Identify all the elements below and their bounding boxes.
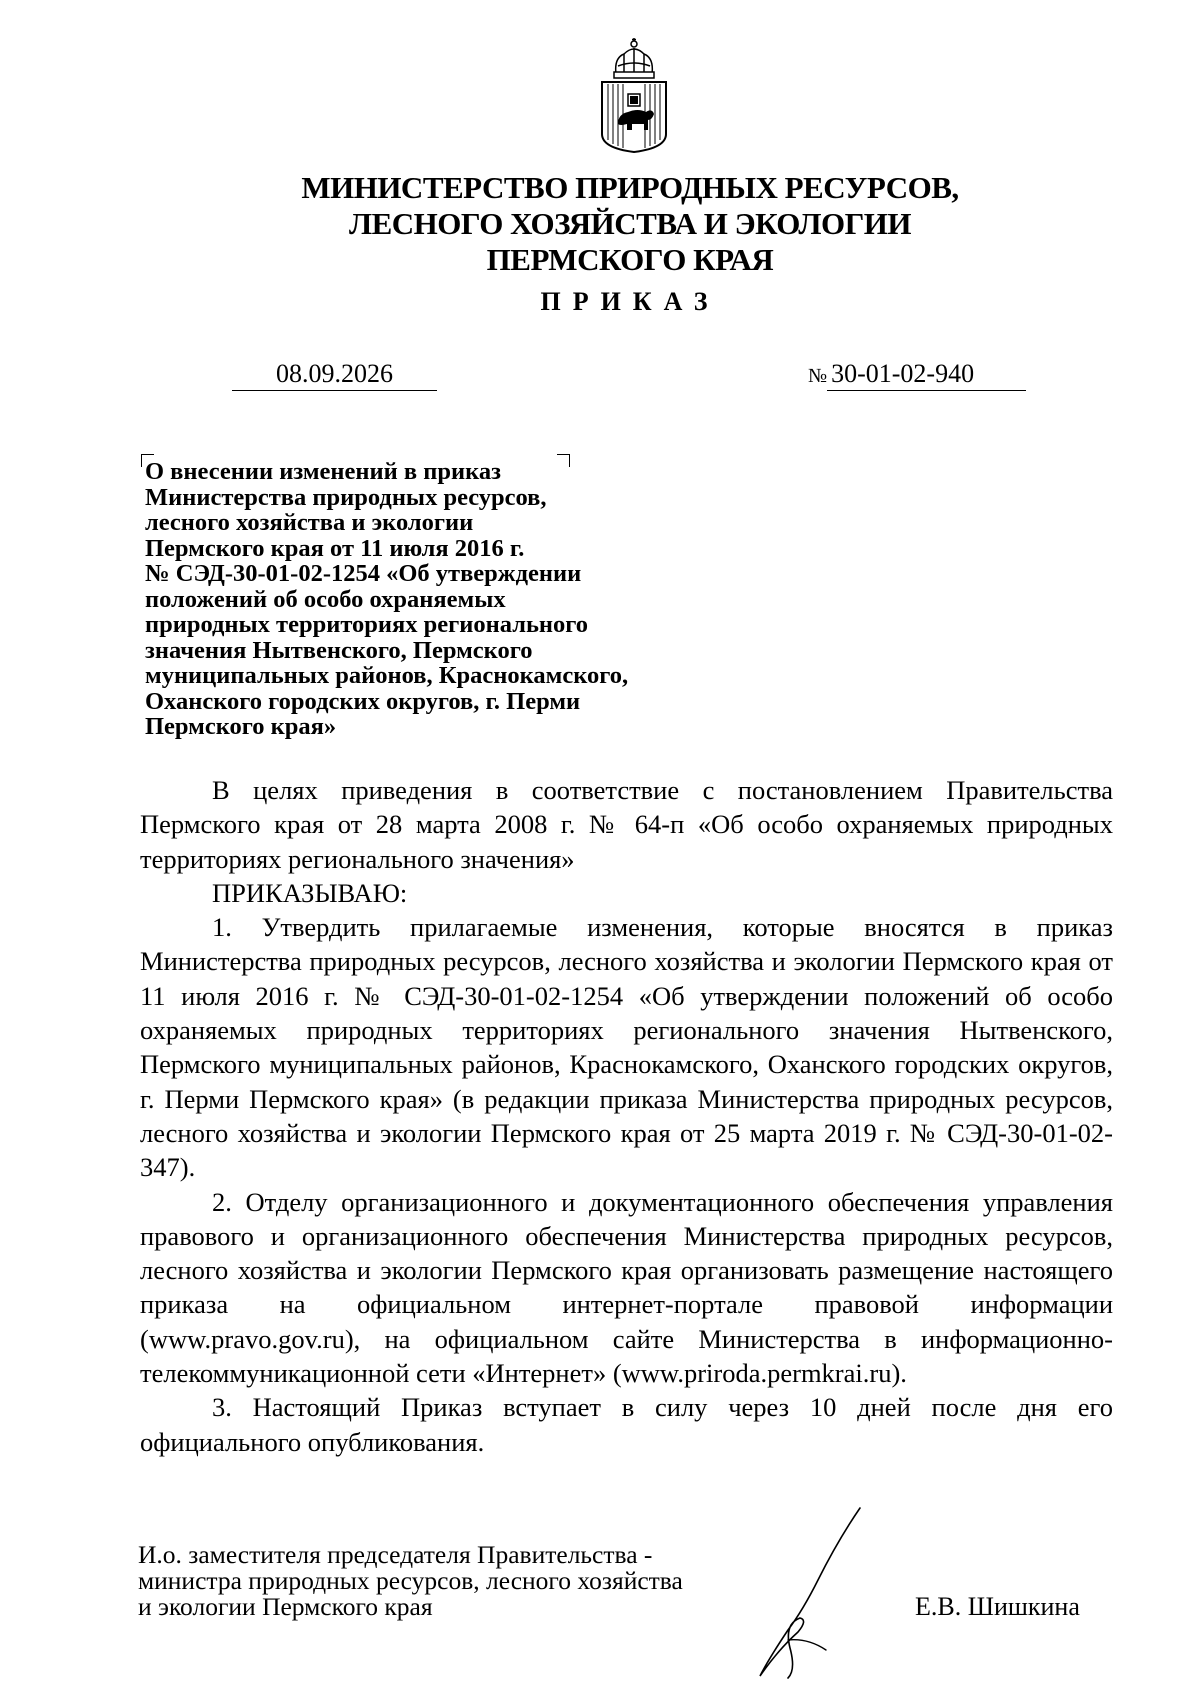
coat-of-arms-icon [594,36,674,154]
subject-line: Пермского края» [145,713,337,740]
order-item-3: 3. Настоящий Приказ вступает в силу через 10 дней после дня его официального опубликования. [140,1392,1113,1457]
signatory-position [138,1542,758,1620]
subject-line: значения Нытвенского, Пермского [145,636,533,664]
document-number: 30-01-02-940 [827,358,1026,391]
subject-line: лесного хозяйства и экологии [145,509,474,536]
ministry-line: МИНИСТЕРСТВО ПРИРОДНЫХ РЕСУРСОВ, [301,170,959,205]
subject-line: природных территориях регионального [145,611,589,638]
order-item-2: 2. Отделу организационного и документационного обеспечения управления правового и организационного обеспечения Министерства природных ресурсов, лесного хозяйства и экологии Пермского края организовать размещение настоящего приказа на официальном интернет-портале правовой информации (www.pravo.gov.ru), на официальном сайте Министерства в информационно-телекоммуникационной сети «Интернет» (www.priroda.permkrai.ru). [140,1186,1113,1389]
ministry-name [200,170,1060,278]
ministry-line: ЛЕСНОГО ХОЗЯЙСТВА И ЭКОЛОГИИ [348,206,912,241]
document-date: 08.09.2026 [232,358,437,391]
document-number-block [808,358,1038,392]
subject-line: муниципальных районов, Краснокамского, [145,662,629,689]
subject-line: О внесении изменений в приказ [145,458,501,485]
subject-line: № СЭД-30-01-02-1254 «Об утверждении [145,560,582,587]
preamble-paragraph: В целях приведения в соответствие с постановлением Правительства Пермского края от 28 марта 2008 г. № 64-п «Об особо охраняемых природных территориях регионального значения» [140,775,1113,874]
document-body [140,773,1113,1459]
subject-line: Министерства природных ресурсов, [145,483,547,511]
position-line: министра природных ресурсов, лесного хозяйства [138,1566,683,1595]
subject-line: положений об особо охраняемых [145,585,506,613]
number-sign: № [808,365,828,387]
position-line: И.о. заместителя председателя Правительства - [138,1540,653,1569]
document-subject [145,459,765,740]
subject-line: Пермского края от 11 июля 2016 г. [145,534,525,562]
ministry-line: ПЕРМСКОГО КРАЯ [486,242,774,277]
order-word: ПРИКАЗЫВАЮ: [212,877,408,908]
document-type: ПРИКАЗ [540,287,720,316]
position-line: и экологии Пермского края [138,1592,433,1621]
subject-line: Оханского городских округов, г. Перми [145,687,581,715]
handwritten-signature [748,1500,888,1680]
order-item-1: 1. Утвердить прилагаемые изменения, которые вносятся в приказ Министерства природных ресурсов, лесного хозяйства и экологии Пермского края от 11 июля 2016 г. № СЭД-30-01-02-1254 «Об утверждении положений об особо охраняемых природных территориях регионального значения Нытвенского, Пермского муниципальных районов, Краснокамского, Оханского городских округов, г. Перми Пермского края» (в редакции приказа Министерства природных ресурсов, лесного хозяйства и экологии Пермского края от 25 марта 2019 г. № СЭД-30-01-02-347). [140,912,1113,1183]
signatory-name: Е.В. Шишкина [915,1592,1080,1621]
